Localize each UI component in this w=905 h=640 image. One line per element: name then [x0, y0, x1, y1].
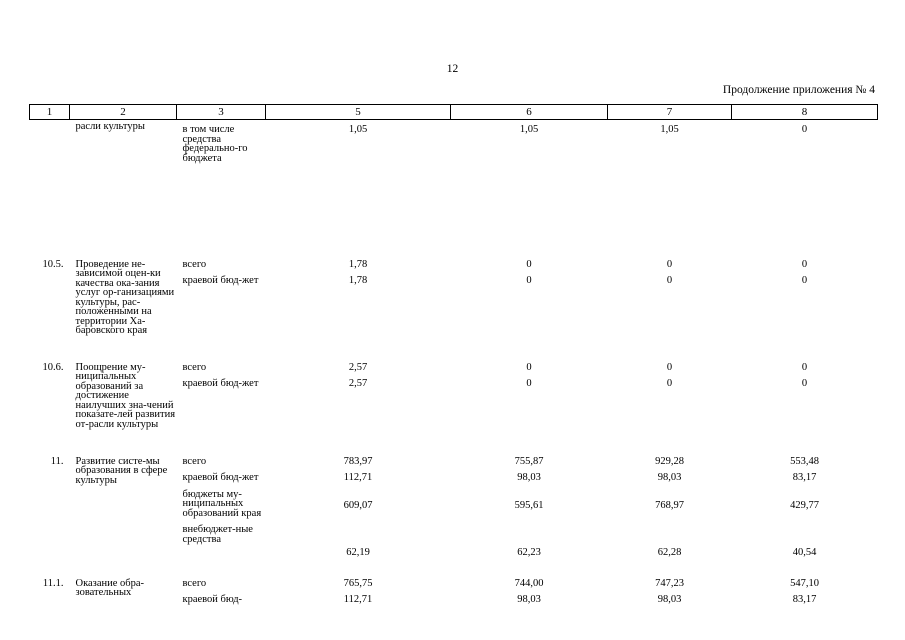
table-row — [30, 457, 878, 579]
value: 0 — [801, 275, 808, 286]
row-number: 11.1. — [42, 577, 64, 589]
value: 112,71 — [343, 472, 373, 483]
value-cell — [608, 260, 732, 363]
value-cell — [266, 363, 451, 457]
funding-source-cell — [177, 363, 266, 457]
page-number: 12 — [446, 63, 459, 75]
value-cell: 1,05 — [519, 124, 539, 135]
value: 0 — [526, 378, 532, 389]
value: 755,87 — [514, 455, 544, 467]
table-row — [30, 260, 878, 363]
row-name: Оказание обра-зовательных — [75, 577, 145, 598]
funding-source: в том числе средства федерально-го бюджета — [182, 124, 248, 164]
value-cell — [732, 260, 878, 363]
funding-source: всего — [182, 577, 207, 589]
value: 98,03 — [657, 472, 682, 483]
value-cell — [451, 363, 608, 457]
funding-source: бюджеты му-ниципальных образований края — [182, 488, 262, 519]
budget-table — [29, 104, 878, 619]
value: 0 — [526, 275, 532, 286]
value: 595,61 — [514, 500, 544, 511]
header-col-6: 6 — [451, 105, 608, 120]
value: 0 — [666, 275, 673, 286]
header-col-1: 1 — [30, 105, 70, 120]
value: 62,19 — [346, 547, 370, 558]
row-name: расли культуры — [75, 121, 145, 132]
value-cell: 1,05 — [660, 124, 679, 135]
value: 553,48 — [790, 455, 819, 467]
funding-source: внебюджет-ные средства — [182, 524, 253, 545]
row-number: 11. — [50, 455, 64, 467]
table-row — [30, 579, 878, 619]
funding-source-cell — [177, 457, 266, 579]
row-number: 10.5. — [42, 258, 64, 270]
value-cell — [732, 579, 878, 619]
funding-source: всего — [182, 258, 207, 270]
value: 2,57 — [348, 378, 368, 389]
value: 2,57 — [348, 361, 368, 373]
value-cell — [608, 363, 732, 457]
value: 929,28 — [655, 455, 684, 467]
value-cell — [266, 579, 451, 619]
value-cell — [732, 457, 878, 579]
value: 1,78 — [348, 275, 368, 286]
value: 783,97 — [343, 455, 373, 467]
row-name: Проведение не-зависимой оцен-ки качества ока-зания услуг ор-ганизациями культуры, рас-положенными на территории Ха-баровского края — [75, 258, 175, 336]
value: 0 — [526, 361, 532, 373]
funding-source-cell — [177, 579, 266, 619]
value-cell — [266, 457, 451, 579]
value: 0 — [801, 378, 808, 389]
value: 98,03 — [657, 594, 682, 605]
value-cell — [732, 363, 878, 457]
header-col-2: 2 — [70, 105, 177, 120]
value-cell — [608, 579, 732, 619]
value-cell — [451, 579, 608, 619]
value: 83,17 — [792, 594, 817, 605]
header-row — [30, 105, 878, 120]
row-name: Развитие систе-мы образования в сфере культуры — [75, 455, 168, 486]
funding-source: краевой бюд- — [182, 594, 243, 605]
value: 547,10 — [790, 577, 819, 589]
table-row — [30, 120, 878, 260]
value: 112,71 — [343, 594, 373, 605]
funding-source: краевой бюд-жет — [182, 378, 259, 389]
table-row — [30, 363, 878, 457]
value: 0 — [666, 258, 673, 270]
value: 62,23 — [517, 547, 541, 558]
header-col-5: 5 — [266, 105, 451, 120]
value-cell — [451, 260, 608, 363]
continuation-caption: Продолжение приложения № 4 — [722, 84, 875, 96]
value: 0 — [801, 258, 808, 270]
value: 62,28 — [657, 547, 682, 558]
value-cell: 0 — [801, 124, 808, 135]
value-cell — [608, 457, 732, 579]
value: 429,77 — [790, 500, 819, 511]
row-number: 10.6. — [42, 361, 64, 373]
value: 40,54 — [792, 547, 817, 558]
funding-source: всего — [182, 361, 207, 373]
funding-source: краевой бюд-жет — [182, 275, 259, 286]
value: 98,03 — [517, 472, 541, 483]
funding-source: краевой бюд-жет — [182, 472, 259, 483]
header-col-7: 7 — [608, 105, 732, 120]
value: 765,75 — [343, 577, 373, 589]
value-cell — [451, 457, 608, 579]
value: 747,23 — [655, 577, 684, 589]
header-col-8: 8 — [732, 105, 878, 120]
value: 609,07 — [343, 500, 373, 511]
funding-source-cell — [177, 260, 266, 363]
row-number — [30, 120, 70, 260]
value: 0 — [666, 378, 673, 389]
value-cell: 1,05 — [348, 124, 368, 135]
value: 768,97 — [655, 500, 684, 511]
value: 0 — [801, 361, 808, 373]
value: 1,78 — [348, 258, 368, 270]
value: 83,17 — [792, 472, 817, 483]
value: 0 — [666, 361, 673, 373]
value: 98,03 — [517, 594, 541, 605]
value: 0 — [526, 258, 532, 270]
value-cell — [266, 260, 451, 363]
funding-source: всего — [182, 455, 207, 467]
header-col-3: 3 — [177, 105, 266, 120]
value: 744,00 — [514, 577, 544, 589]
row-name: Поощрение му-ниципальных образований за достижение наилучших зна-чений показате-лей развития от-расли культуры — [75, 361, 176, 430]
